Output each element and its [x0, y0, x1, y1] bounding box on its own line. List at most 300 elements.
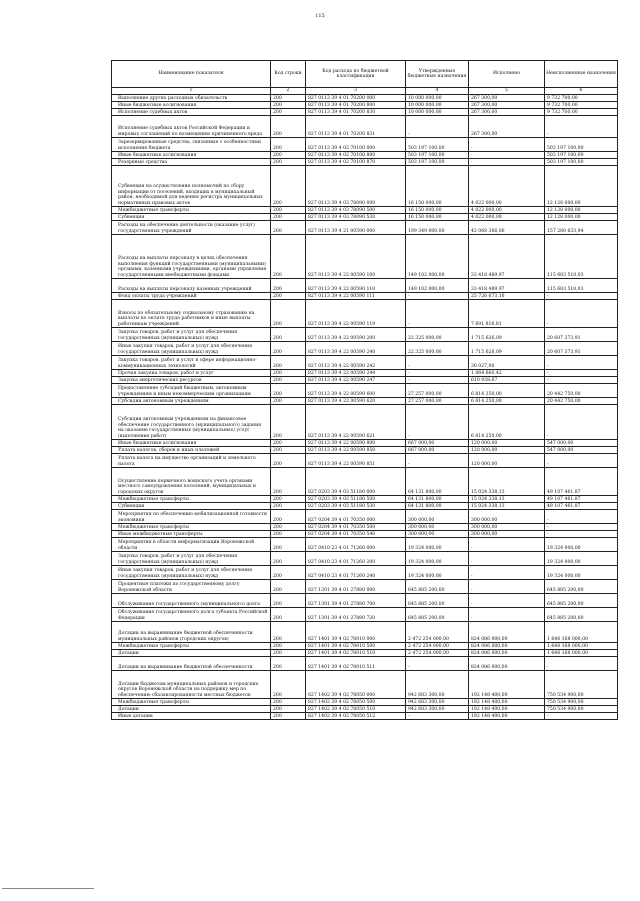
cell-approved: 27 257 000,00 [406, 398, 469, 405]
table-row [112, 447, 618, 454]
cell-executed: 824 086 000,00 [469, 622, 545, 643]
cell-name [112, 95, 271, 102]
cell-unexec: - [545, 370, 618, 377]
cell-approved: 503 197 100,00 [406, 159, 469, 166]
table-row [112, 221, 618, 235]
row-label: Субвенции на осуществление полномочий по сбору информации от поселений, входящих в муниципальный район, необходимой для ведения регистра муниципальных нормативных правовых актов [118, 184, 263, 206]
cell-kbk: 827 0113 39 4 01 70200 000 [306, 95, 406, 102]
cell-executed: 192 148 400,00 [469, 706, 545, 713]
cell-unexec: 19 324 000,00 [545, 552, 618, 566]
cell-approved: 2 472 254 000,00 [406, 650, 469, 657]
cell-code: 200 [271, 468, 306, 496]
cell-approved: 300 000,00 [406, 531, 469, 538]
table-row [112, 95, 618, 102]
cell-name [112, 454, 271, 468]
cell-kbk: 827 0113 39 4 22 00590 800 [306, 440, 406, 447]
cell-kbk: 827 0113 39 4 22 00590 240 [306, 342, 406, 356]
row-label: Иные бюджетные ассигнования [118, 440, 197, 446]
cell-code: 200 [271, 370, 306, 377]
cell-executed: 267 300,00 [469, 109, 545, 116]
cell-kbk: 827 0204 39 4 01 70350 000 [306, 510, 406, 524]
cell-executed: 610 938,67 [469, 377, 545, 384]
cell-unexec: - [545, 116, 618, 138]
row-label: Межбюджетные трансферты [118, 643, 189, 649]
cell-unexec: 1 648 168 000,00 [545, 650, 618, 657]
table-row [112, 594, 618, 608]
row-label: Межбюджетные трансферты [118, 496, 189, 502]
table-row [112, 643, 618, 650]
cell-approved: 64 131 800,00 [406, 503, 469, 510]
header-executed: Исполнено [469, 61, 545, 88]
cell-executed: 1 715 626,09 [469, 342, 545, 356]
cell-code: 200 [271, 221, 306, 235]
cell-approved: - [406, 356, 469, 370]
table-row [112, 152, 618, 159]
cell-approved: 149 102 000,00 [406, 235, 469, 279]
cell-name [112, 398, 271, 405]
cell-approved: - [406, 293, 469, 300]
table-row [112, 440, 618, 447]
cell-executed: 120 000,00 [469, 447, 545, 454]
table-row [112, 370, 618, 377]
cell-name [112, 221, 271, 235]
table-body [112, 95, 618, 720]
cell-kbk: 827 1401 39 4 02 78010 511 [306, 657, 406, 671]
cell-name [112, 356, 271, 370]
cell-name [112, 566, 271, 580]
cell-executed: 7 691 816,81 [469, 300, 545, 328]
cell-executed: 42 068 366,06 [469, 221, 545, 235]
cell-approved: 149 102 000,00 [406, 279, 469, 293]
cell-approved: - [406, 405, 469, 440]
cell-approved: 645 885 200,00 [406, 580, 469, 594]
cell-approved: 503 197 100,00 [406, 138, 469, 152]
header-name: Наименование показателя [112, 61, 271, 88]
cell-unexec: 547 000,00 [545, 447, 618, 454]
cell-code: 200 [271, 279, 306, 293]
table-row [112, 405, 618, 440]
table-row [112, 524, 618, 531]
cell-name [112, 699, 271, 706]
table-row [112, 109, 618, 116]
cell-unexec: 645 885 200,00 [545, 594, 618, 608]
cell-name [112, 116, 271, 138]
row-label: Мероприятия в области информатизации Воронежской области [118, 540, 255, 551]
cell-kbk: 827 0410 23 4 01 71260 000 [306, 538, 406, 552]
table-row [112, 377, 618, 384]
header-line-code: Код строки [271, 61, 306, 88]
cell-approved: 64 131 800,00 [406, 468, 469, 496]
row-label: Зарезервированные средства, связанные с особенностями исполнения бюджета [118, 140, 261, 151]
cell-code: 200 [271, 398, 306, 405]
row-label: Иные бюджетные ассигнования [118, 152, 197, 158]
header-kbk: Код расхода по бюджетной классификации [306, 61, 406, 88]
cell-code: 200 [271, 138, 306, 152]
cell-code: 200 [271, 608, 306, 622]
cell-name [112, 657, 271, 671]
table-row [112, 235, 618, 279]
cell-executed: - [469, 159, 545, 166]
cell-kbk: 827 0113 39 4 22 00590 244 [306, 370, 406, 377]
table-row [112, 159, 618, 166]
cell-kbk: 827 0113 39 4 22 00590 600 [306, 384, 406, 398]
row-label: Межбюджетные трансферты [118, 699, 189, 705]
cell-unexec: - [545, 657, 618, 671]
cell-unexec: - [545, 454, 618, 468]
cell-executed: 25 726 673,16 [469, 293, 545, 300]
row-label: Закупка товаров, работ и услуг для обеспечения государственных (муниципальных) нужд [118, 330, 238, 341]
table-row [112, 356, 618, 370]
cell-approved: 16 150 000,00 [406, 214, 469, 221]
cell-kbk: 827 0113 39 4 02 70100 870 [306, 159, 406, 166]
table-row [112, 138, 618, 152]
column-number: 6 [545, 88, 618, 95]
cell-name [112, 713, 271, 720]
cell-name [112, 531, 271, 538]
cell-approved: 942 683 300,00 [406, 671, 469, 699]
cell-unexec: 503 197 100,00 [545, 138, 618, 152]
cell-executed: - [469, 566, 545, 580]
row-label: Расходы на выплаты персоналу казенных учреждений [118, 286, 252, 292]
cell-code: 200 [271, 293, 306, 300]
cell-executed: 267 300,00 [469, 116, 545, 138]
row-label: Процентные платежи по государственному долгу Воронежской области [118, 582, 240, 593]
table-row [112, 328, 618, 342]
row-label: Обслуживание государственного (муниципального) долга [118, 601, 260, 607]
footer-rule [2, 888, 94, 889]
cell-approved: - [406, 370, 469, 377]
cell-code: 200 [271, 207, 306, 214]
table-row [112, 671, 618, 699]
cell-executed: - [469, 594, 545, 608]
cell-executed: 192 148 400,00 [469, 699, 545, 706]
cell-kbk: 827 0113 39 4 21 00590 000 [306, 221, 406, 235]
table-row [112, 566, 618, 580]
cell-executed: 6 814 250,00 [469, 384, 545, 398]
table-row [112, 713, 618, 720]
cell-code: 200 [271, 102, 306, 109]
cell-code: 200 [271, 328, 306, 342]
cell-code: 200 [271, 643, 306, 650]
row-label: Иные закупки товаров, работ и услуг для обеспечения государственных (муниципальных) нужд [118, 344, 253, 355]
cell-approved: - [406, 300, 469, 328]
cell-unexec: 750 534 900,00 [545, 699, 618, 706]
cell-kbk: 827 0113 39 4 02 70100 800 [306, 152, 406, 159]
cell-name [112, 468, 271, 496]
table-row [112, 503, 618, 510]
row-label: Иные межбюджетные трансферты [118, 531, 203, 537]
row-label: Осуществление первичного воинского учета органами местного самоуправления поселений, муниципальных и городских округов [118, 478, 256, 495]
row-label: Субвенции [118, 214, 145, 220]
cell-approved: 19 324 000,00 [406, 552, 469, 566]
table-row [112, 496, 618, 503]
cell-approved: 22 325 000,00 [406, 342, 469, 356]
cell-approved: - [406, 377, 469, 384]
cell-code: 200 [271, 109, 306, 116]
cell-name [112, 328, 271, 342]
cell-approved: 22 325 000,00 [406, 328, 469, 342]
cell-code: 200 [271, 510, 306, 524]
cell-unexec: 12 128 000,00 [545, 214, 618, 221]
cell-name [112, 159, 271, 166]
cell-name [112, 447, 271, 454]
row-label: Субвенции [118, 503, 145, 509]
cell-code: 200 [271, 447, 306, 454]
cell-unexec: 503 197 100,00 [545, 152, 618, 159]
cell-name [112, 405, 271, 440]
cell-kbk: 827 0410 23 4 01 71260 240 [306, 566, 406, 580]
cell-kbk: 827 0113 39 4 01 70200 831 [306, 116, 406, 138]
cell-unexec: 9 732 700,00 [545, 102, 618, 109]
cell-code: 200 [271, 706, 306, 713]
cell-unexec: 750 534 900,00 [545, 671, 618, 699]
cell-code: 200 [271, 657, 306, 671]
cell-executed: - [469, 608, 545, 622]
cell-code: 200 [271, 300, 306, 328]
column-number: 3 [306, 88, 406, 95]
cell-kbk: 827 0113 39 4 22 00590 119 [306, 300, 406, 328]
table-row [112, 468, 618, 496]
row-label: Межбюджетные трансферты [118, 207, 189, 213]
cell-code: 200 [271, 566, 306, 580]
cell-unexec: 49 107 461,87 [545, 496, 618, 503]
table-row [112, 608, 618, 622]
table-row [112, 166, 618, 207]
cell-approved: - [406, 713, 469, 720]
row-label: Дотации бюджетам муниципальных районов и городских округов Воронежской области на поддержку мер по обеспечению сбалансированности местных бюджетов [118, 681, 259, 698]
cell-name [112, 510, 271, 524]
cell-name [112, 109, 271, 116]
cell-unexec: 645 885 200,00 [545, 608, 618, 622]
cell-executed: 300 000,00 [469, 510, 545, 524]
cell-code: 200 [271, 159, 306, 166]
cell-code: 200 [271, 235, 306, 279]
cell-code: 200 [271, 594, 306, 608]
row-label: Дотации [118, 650, 139, 656]
cell-kbk: 827 0113 39 4 01 70200 800 [306, 102, 406, 109]
cell-executed: - [469, 538, 545, 552]
row-label: Уплата налога на имущество организаций и земельного налога [118, 456, 256, 467]
cell-unexec: 20 442 750,00 [545, 398, 618, 405]
cell-approved: - [406, 454, 469, 468]
cell-name [112, 279, 271, 293]
row-label: Закупка товаров, работ и услуг для обеспечения государственных (муниципальных) нужд [118, 554, 238, 565]
cell-executed: 824 086 000,00 [469, 650, 545, 657]
cell-unexec: - [545, 524, 618, 531]
cell-approved: 942 683 300,00 [406, 699, 469, 706]
cell-approved: 10 000 000,00 [406, 109, 469, 116]
cell-approved: 19 324 000,00 [406, 538, 469, 552]
cell-kbk: 827 1401 39 4 02 78010 500 [306, 643, 406, 650]
cell-unexec: 157 280 633,94 [545, 221, 618, 235]
cell-unexec: 20 442 750,00 [545, 384, 618, 398]
cell-name [112, 342, 271, 356]
cell-name [112, 166, 271, 207]
cell-name [112, 538, 271, 552]
row-label: Резервные средства [118, 159, 167, 165]
table-row [112, 116, 618, 138]
table-row [112, 650, 618, 657]
cell-executed: 824 086 000,00 [469, 643, 545, 650]
row-label: Иные дотации [118, 713, 153, 719]
table-row [112, 699, 618, 706]
table-row [112, 538, 618, 552]
cell-approved: 16 150 000,00 [406, 207, 469, 214]
row-label: Исполнение судебных актов Российской Федерации и мировых соглашений по возмещению причиненного вреда [118, 126, 262, 137]
row-label: Расходы на выплаты персоналу в целях обеспечения выполнения функций государственными (муниципальными) органами, казенными учреждениями, органами управления государственными внебюджетными фондами [118, 256, 267, 278]
cell-code: 200 [271, 580, 306, 594]
cell-executed: 30 027,00 [469, 356, 545, 370]
row-label: Иные закупки товаров, работ и услуг для обеспечения государственных (муниципальных) нужд [118, 568, 253, 579]
cell-kbk: 827 0113 39 4 02 70100 000 [306, 138, 406, 152]
cell-unexec: - [545, 713, 618, 720]
cell-code: 200 [271, 152, 306, 159]
cell-unexec: 19 324 000,00 [545, 538, 618, 552]
column-number-row [112, 88, 618, 95]
cell-code: 200 [271, 454, 306, 468]
table-row [112, 300, 618, 328]
cell-unexec: - [545, 531, 618, 538]
cell-unexec: 49 107 461,87 [545, 468, 618, 496]
cell-name [112, 643, 271, 650]
cell-code: 200 [271, 524, 306, 531]
table-row [112, 207, 618, 214]
cell-unexec: 503 197 100,00 [545, 159, 618, 166]
cell-approved: 10 000 000,00 [406, 102, 469, 109]
cell-kbk: 827 0113 39 4 22 00590 110 [306, 279, 406, 293]
cell-approved: 645 885 200,00 [406, 594, 469, 608]
cell-kbk: 827 0113 39 4 03 78090 500 [306, 207, 406, 214]
row-label: Обслуживание государственного долга субъекта Российской Федерации [118, 610, 268, 621]
cell-name [112, 235, 271, 279]
cell-approved: 645 885 200,00 [406, 608, 469, 622]
cell-kbk: 827 0203 39 4 03 51180 530 [306, 503, 406, 510]
table-row [112, 552, 618, 566]
cell-approved: 16 150 000,00 [406, 166, 469, 207]
cell-name [112, 650, 271, 657]
cell-executed: 15 024 338,13 [469, 468, 545, 496]
cell-unexec: 9 732 700,00 [545, 109, 618, 116]
cell-unexec: 1 648 168 000,00 [545, 622, 618, 643]
cell-kbk: 827 0113 39 4 22 00590 620 [306, 398, 406, 405]
cell-kbk: 827 1401 39 4 02 78010 510 [306, 650, 406, 657]
cell-approved: 667 000,00 [406, 447, 469, 454]
cell-kbk: 827 1301 39 4 01 27880 720 [306, 608, 406, 622]
cell-name [112, 377, 271, 384]
cell-executed: 6 814 250,00 [469, 398, 545, 405]
table-row [112, 531, 618, 538]
row-label: Уплата налогов, сборов и иных платежей [118, 447, 220, 453]
header-unexecuted: Неисполненные назначения [545, 61, 618, 88]
cell-kbk: 827 1301 39 4 01 27880 700 [306, 594, 406, 608]
cell-code: 200 [271, 166, 306, 207]
row-label: Выполнение других расходных обязательств [118, 95, 228, 101]
cell-approved: - [406, 116, 469, 138]
cell-kbk: 827 0113 39 4 22 00590 200 [306, 328, 406, 342]
cell-approved: 2 472 254 000,00 [406, 643, 469, 650]
cell-unexec: 645 885 200,00 [545, 580, 618, 594]
cell-unexec: 9 732 700,00 [545, 95, 618, 102]
cell-approved: 942 683 300,00 [406, 706, 469, 713]
row-label: Мероприятия по обеспечению мобилизационной готовности экономики [118, 512, 267, 523]
cell-name [112, 102, 271, 109]
cell-name [112, 138, 271, 152]
cell-approved: 503 197 100,00 [406, 152, 469, 159]
table-row [112, 580, 618, 594]
cell-unexec: 12 128 000,00 [545, 166, 618, 207]
table-row [112, 622, 618, 643]
cell-code: 200 [271, 671, 306, 699]
row-label: Субсидии автономным учреждениям [118, 398, 209, 404]
cell-executed: 15 024 338,13 [469, 503, 545, 510]
row-label: Взносы по обязательному социальному страхованию на выплаты по оплате труда работников и иные выплаты работникам учреждений [118, 310, 255, 327]
cell-unexec: - [545, 293, 618, 300]
cell-code: 200 [271, 552, 306, 566]
cell-kbk: 827 0113 39 4 03 78090 000 [306, 166, 406, 207]
row-label: Дотации [118, 706, 139, 712]
cell-unexec: - [545, 300, 618, 328]
row-label: Прочая закупка товаров, работ и услуг [118, 370, 214, 376]
cell-name [112, 594, 271, 608]
header-approved: Утвержденные бюджетные назначения [406, 61, 469, 88]
cell-name [112, 214, 271, 221]
row-label: Исполнение судебных актов [118, 109, 188, 115]
cell-name [112, 671, 271, 699]
cell-code: 200 [271, 116, 306, 138]
table-row [112, 279, 618, 293]
cell-executed: 4 022 000,00 [469, 207, 545, 214]
cell-approved: 19 324 000,00 [406, 566, 469, 580]
cell-executed: 4 022 000,00 [469, 166, 545, 207]
cell-approved: - [406, 657, 469, 671]
cell-name [112, 370, 271, 377]
cell-code: 200 [271, 214, 306, 221]
cell-approved: 300 000,00 [406, 510, 469, 524]
table-row [112, 398, 618, 405]
cell-code: 200 [271, 531, 306, 538]
cell-executed: 267 300,00 [469, 102, 545, 109]
cell-executed: 1 064 660,42 [469, 370, 545, 377]
cell-unexec: 19 324 000,00 [545, 566, 618, 580]
cell-kbk: 827 0113 39 4 22 00590 851 [306, 454, 406, 468]
cell-kbk: 827 0113 39 4 22 00590 850 [306, 447, 406, 454]
cell-executed: 6 814 250,00 [469, 405, 545, 440]
column-number: 1 [112, 88, 271, 95]
cell-executed: 33 418 489,97 [469, 235, 545, 279]
row-label: Закупка энергетических ресурсов [118, 377, 202, 383]
cell-name [112, 580, 271, 594]
cell-unexec: 1 648 168 000,00 [545, 643, 618, 650]
cell-executed: - [469, 552, 545, 566]
cell-approved: 300 000,00 [406, 524, 469, 531]
cell-name [112, 706, 271, 713]
cell-kbk: 827 1402 39 4 02 78050 512 [306, 713, 406, 720]
cell-approved: 64 131 800,00 [406, 496, 469, 503]
cell-kbk: 827 0113 39 4 22 00590 111 [306, 293, 406, 300]
cell-name [112, 152, 271, 159]
row-label: Предоставление субсидий бюджетным, автономным учреждениям и иным некоммерческим организациям [118, 386, 251, 397]
cell-name [112, 552, 271, 566]
cell-kbk: 827 0203 39 4 03 51180 500 [306, 496, 406, 503]
cell-unexec: 547 000,00 [545, 440, 618, 447]
table-row [112, 657, 618, 671]
cell-executed: 192 148 400,00 [469, 713, 545, 720]
cell-code: 200 [271, 342, 306, 356]
cell-name [112, 608, 271, 622]
cell-kbk: 827 1402 39 4 02 78050 000 [306, 671, 406, 699]
cell-unexec: 20 607 373,91 [545, 342, 618, 356]
cell-executed: 1 715 626,09 [469, 328, 545, 342]
